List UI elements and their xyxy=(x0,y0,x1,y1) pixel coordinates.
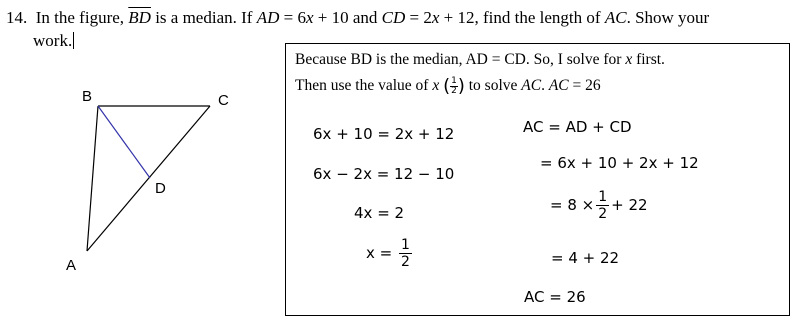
segment-bd: $\overline{BD}$ xyxy=(128,8,151,27)
text-cursor xyxy=(73,32,74,49)
question-line2-text: work. xyxy=(33,31,73,50)
var-ad: AD xyxy=(256,8,280,27)
question-line-1 xyxy=(6,8,709,28)
answer-line-2 xyxy=(295,77,601,96)
question-text-a: In the figure, xyxy=(35,8,129,27)
right-step-4: = 4 + 22 xyxy=(551,249,620,267)
right-step-3 xyxy=(550,190,648,221)
vertex-label-d: D xyxy=(155,180,166,197)
right-step-1: AC = AD + CD xyxy=(523,118,632,136)
left-step-4-fraction xyxy=(399,238,412,269)
question-text-d: + 12, find the length of xyxy=(439,8,605,27)
left-step-1: 6x + 10 = 2x + 12 xyxy=(313,125,455,143)
right-step-3-fraction xyxy=(596,190,609,221)
vertex-label-b: B xyxy=(82,88,93,105)
eq2: = 2 xyxy=(405,8,432,27)
right-step-3-den: 2 xyxy=(598,206,608,222)
answer-line1-x: x xyxy=(625,51,633,68)
left-step-3: 4x = 2 xyxy=(354,204,405,222)
question-text-c: + 10 and xyxy=(313,8,382,27)
var-cd: CD xyxy=(381,8,406,27)
left-step-4 xyxy=(366,238,414,269)
eq1: = 6 xyxy=(279,8,306,27)
answer-line2-b: to solve xyxy=(468,77,522,95)
var-ac: AC xyxy=(604,8,627,27)
answer-line2-c: . xyxy=(541,77,549,95)
right-step-3-b: + 22 xyxy=(611,196,648,214)
answer-line2-a: Then use the value of xyxy=(295,77,433,95)
half-fraction xyxy=(450,77,458,96)
paren-open: ( xyxy=(443,75,451,97)
half-num: 1 xyxy=(451,76,457,86)
left-step-4-lhs: x = xyxy=(366,244,397,262)
left-step-2: 6x − 2x = 12 − 10 xyxy=(313,165,455,183)
answer-line1-text: Because BD is the median, AD = CD. So, I solve for xyxy=(295,51,626,68)
right-step-3-num: 1 xyxy=(598,189,608,205)
paren-close: ) xyxy=(457,75,465,97)
left-step-4-den: 2 xyxy=(400,254,410,270)
right-step-3-a: = 8 × xyxy=(550,196,595,214)
half-den: 2 xyxy=(451,86,457,96)
question-text-b: is a median. If xyxy=(150,8,257,27)
median-bd xyxy=(98,106,150,178)
side-ba xyxy=(87,106,98,251)
answer-line2-ac2: AC xyxy=(548,77,569,95)
right-step-5: AC = 26 xyxy=(524,288,586,306)
vertex-label-c: C xyxy=(218,92,229,109)
vertex-label-a: A xyxy=(66,257,77,274)
answer-line2-ac: AC xyxy=(521,77,542,95)
var-x1: x xyxy=(305,8,314,27)
answer-line-1 xyxy=(295,51,665,69)
var-x2: x xyxy=(431,8,440,27)
right-step-2: = 6x + 10 + 2x + 12 xyxy=(540,154,699,172)
answer-line2-x: x xyxy=(432,77,440,95)
answer-line2-d: = 26 xyxy=(568,77,601,95)
question-number: 14. xyxy=(6,8,28,27)
question-text-e: . Show your xyxy=(626,8,710,27)
answer-line1-end: first. xyxy=(632,51,665,68)
left-step-4-num: 1 xyxy=(400,237,410,253)
question-line-2[interactable] xyxy=(33,31,74,51)
side-ca xyxy=(87,106,210,251)
